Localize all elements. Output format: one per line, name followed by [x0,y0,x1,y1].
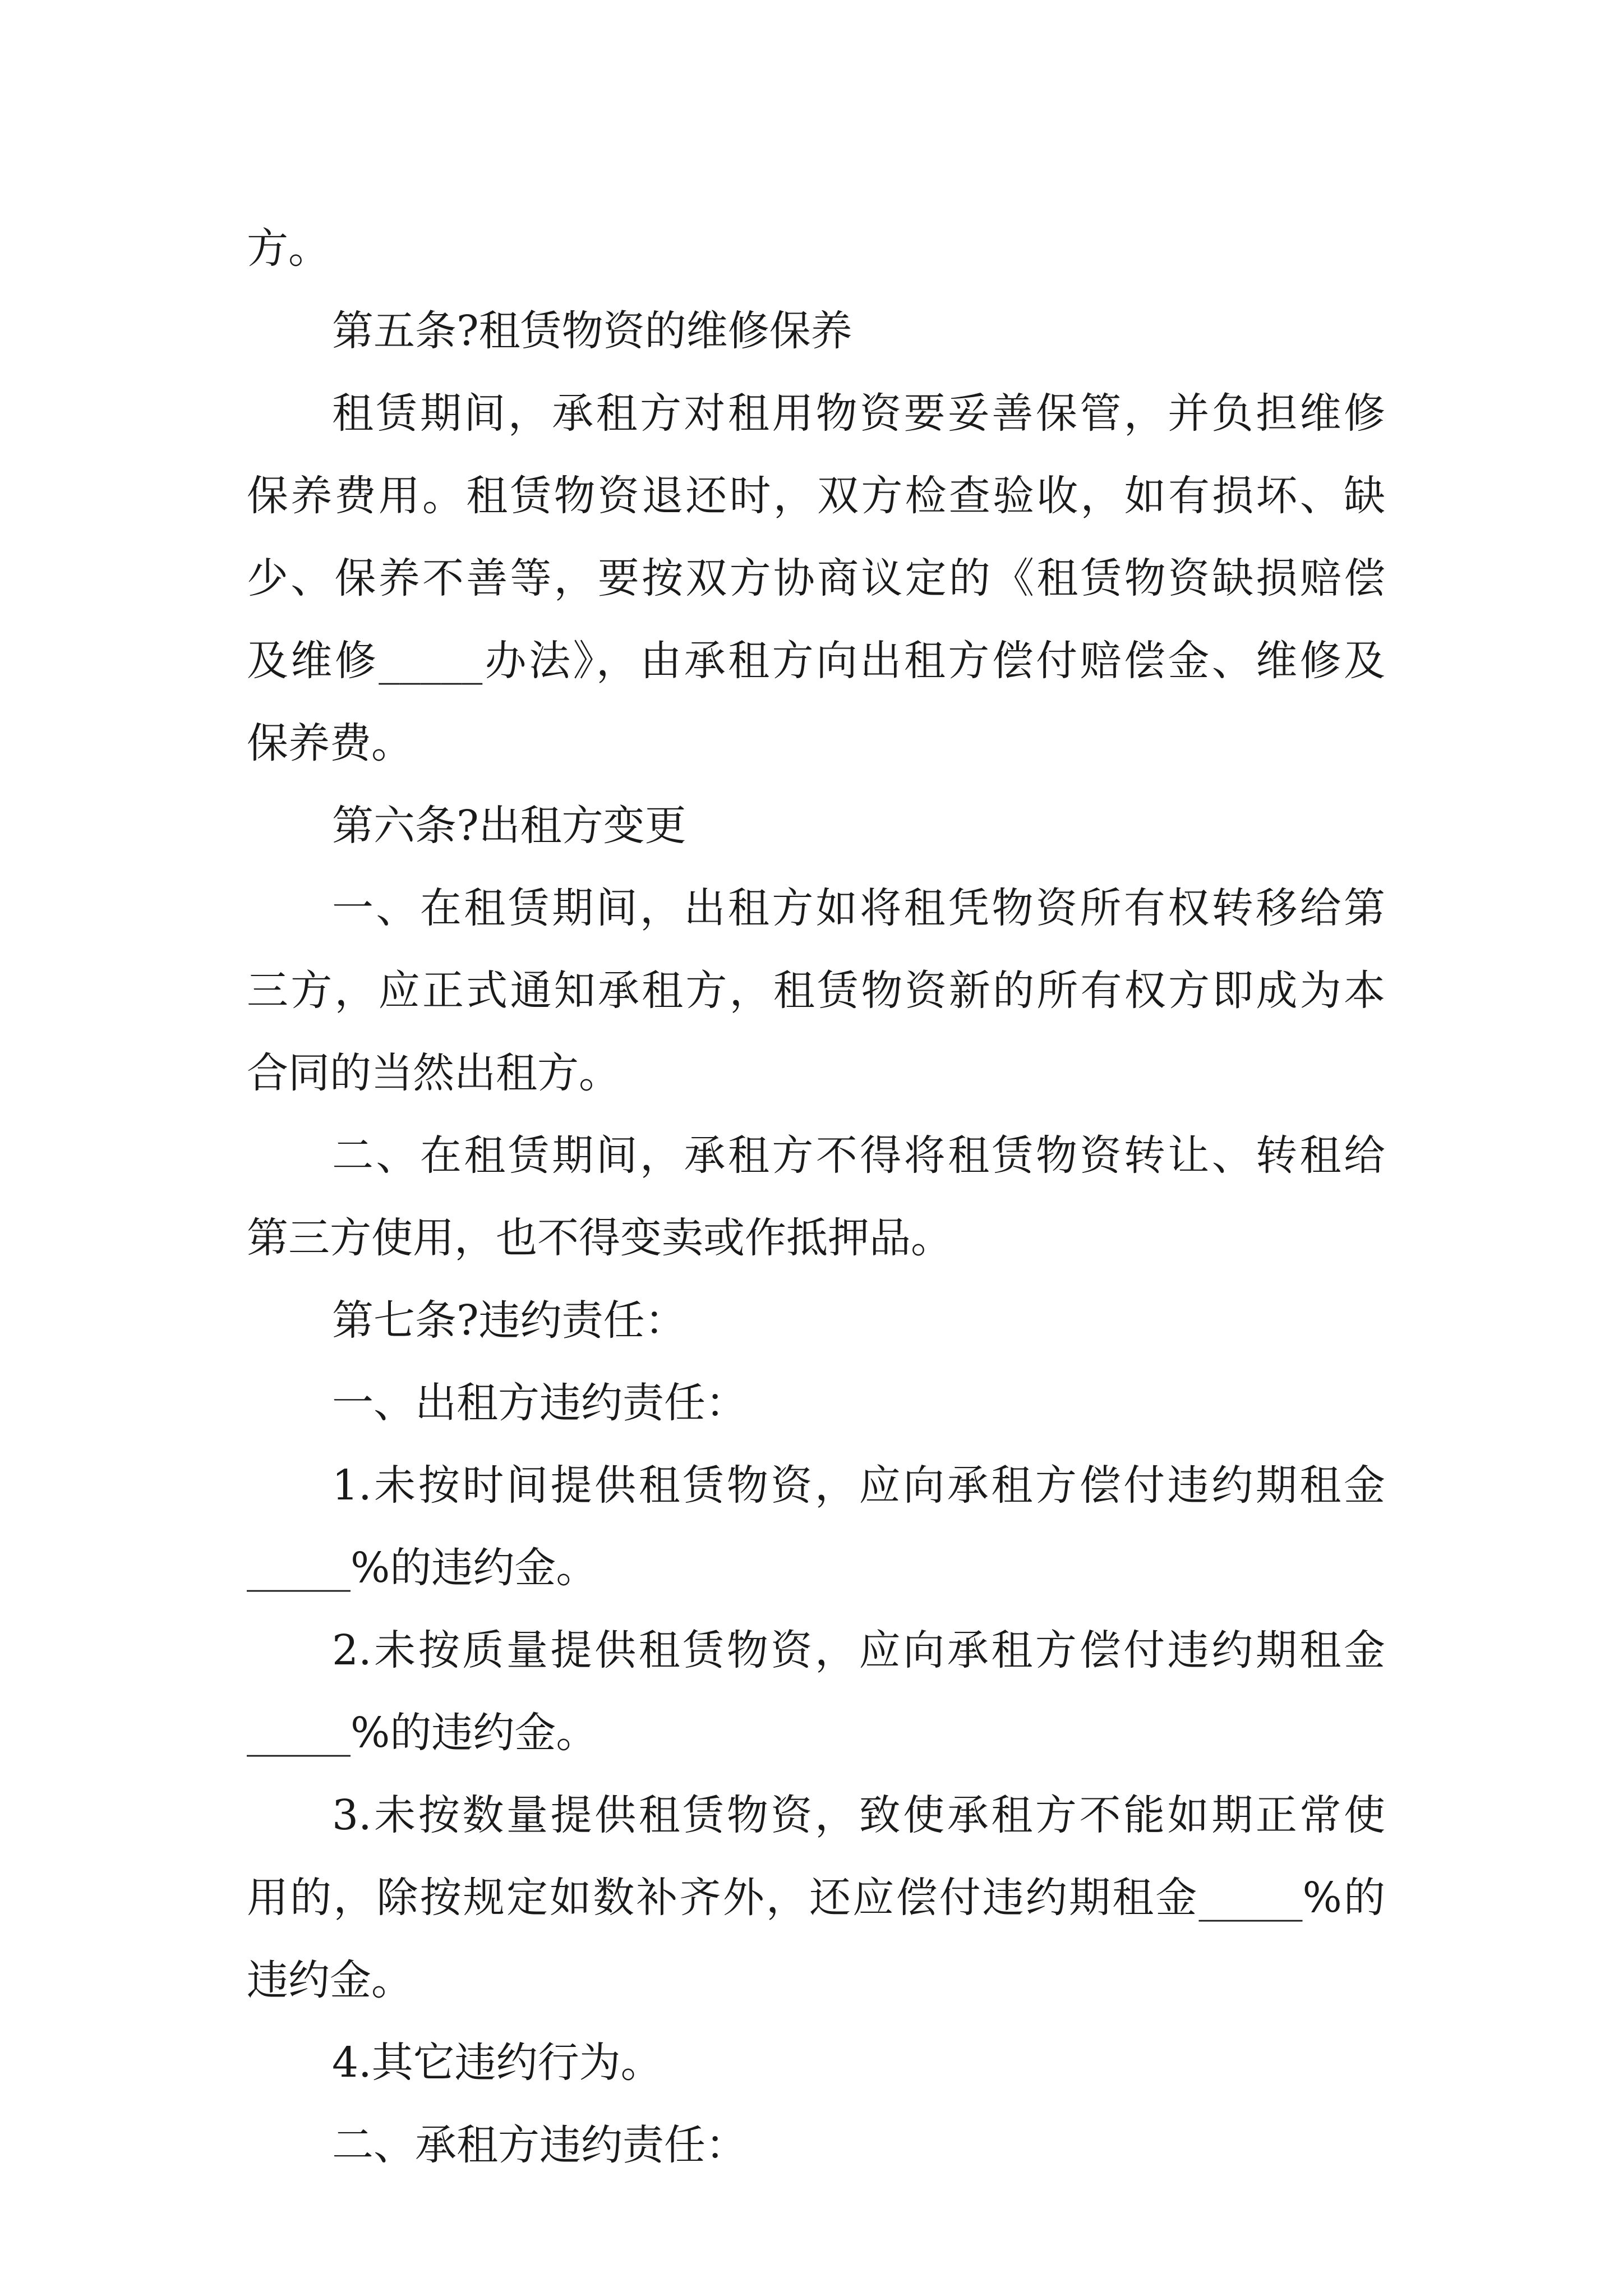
document-line: _____%的违约金。 [247,1544,598,1592]
document-line: 三方，应正式通知承租方，租赁物资新的所有权方即成为本 [247,967,1385,1015]
document-line: 方。 [247,224,330,273]
document-line: 第七条?违约责任： [332,1296,686,1345]
document-line: 违约金。 [247,1956,413,2004]
document-line: 少、保养不善等，要按双方协商议定的《租赁物资缺损赔偿 [247,554,1385,602]
document-line: 一、出租方违约责任： [332,1379,747,1427]
document-body [247,208,1385,2187]
document-line: 3.未按数量提供租赁物资，致使承租方不能如期正常使 [332,1791,1385,1839]
document-line: 第五条?租赁物资的维修保养 [332,307,852,355]
document-line: 第三方使用，也不得变卖或作抵押品。 [247,1214,952,1262]
document-line: 保养费。 [247,719,413,767]
document-line: 保养费用。租赁物资退还时，双方检查验收，如有损坏、缺 [247,472,1385,520]
document-line: 1.未按时间提供租赁物资，应向承租方偿付违约期租金 [332,1461,1385,1510]
document-line: 第六条?出租方变更 [332,802,686,850]
document-line: 二、在租赁期间，承租方不得将租赁物资转让、转租给 [332,1131,1385,1180]
document-line: 合同的当然出租方。 [247,1049,620,1097]
document-line: 一、在租赁期间，出租方如将租凭物资所有权转移给第 [332,884,1385,932]
document-line: 用的，除按规定如数补齐外，还应偿付违约期租金_____%的 [247,1874,1385,1922]
document-line: 2.未按质量提供租赁物资，应向承租方偿付违约期租金 [332,1626,1385,1674]
document-line: 租赁期间，承租方对租用物资要妥善保管，并负担维修 [332,389,1385,438]
document-line: _____%的违约金。 [247,1709,598,1757]
document-line: 二、承租方违约责任： [332,2121,747,2169]
document-line: 4.其它违约行为。 [332,2039,662,2087]
document-line: 及维修_____办法》，由承租方向出租方偿付赔偿金、维修及 [247,637,1385,685]
